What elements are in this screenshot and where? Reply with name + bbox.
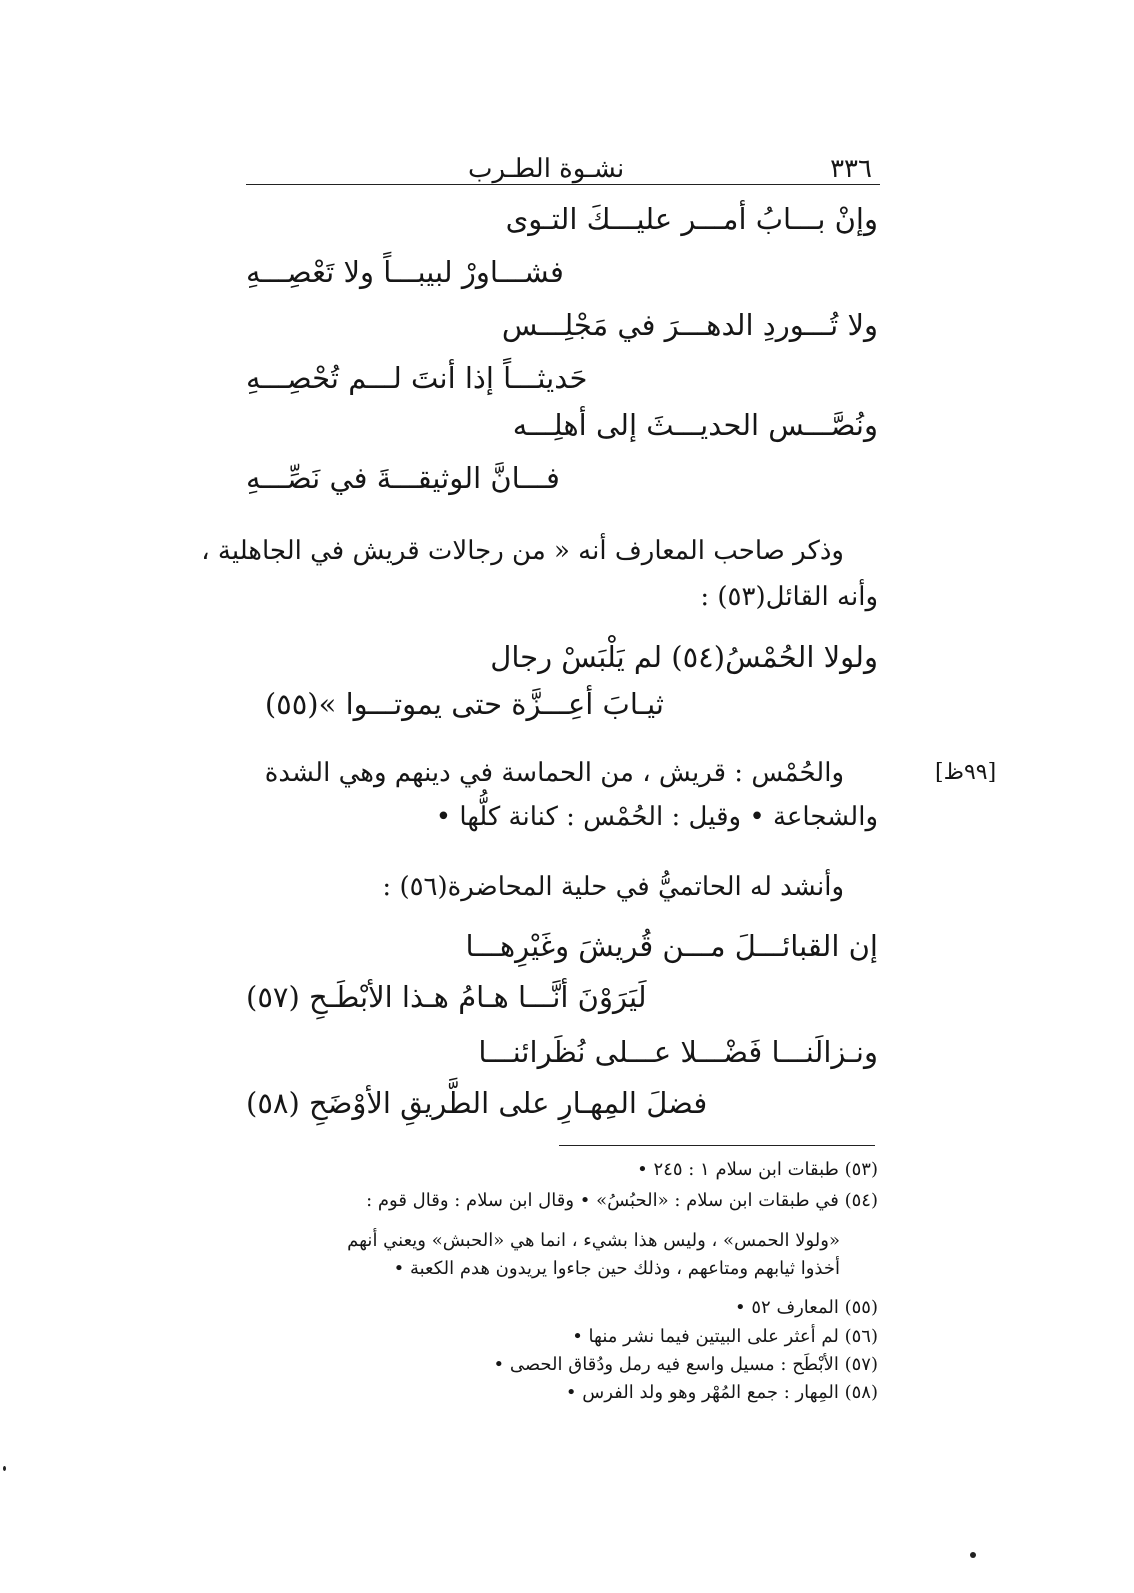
paragraph-line: وأنشد له الحاتميُّ في حلية المحاضرة(٥٦) : [382,872,844,902]
footnote-number: (٥٣) [844,1159,878,1180]
footnote-entry [637,1161,878,1179]
paragraph-line: وذكر صاحب المعارف أنه « من رجالات قريش في الجاهلية ، [201,536,844,566]
scan-speck [970,1552,976,1558]
verse-line: ونـزالَنـــا فَضْـــلا عـــلى نُظَرائنـــا [478,1035,878,1069]
footnote-entry [366,1192,878,1210]
footnote-entry [566,1384,878,1402]
verse-line: ولولا الحُمْسُ(٥٤) لم يَلْبَسْ رجال [490,640,878,674]
page-header [246,150,880,184]
footnote-number: (٥٨) [844,1382,878,1403]
verse-line: حَديثـــاً إذا أنتَ لـــم تُحْصِـــهِ [246,361,588,395]
paragraph-line: وأنه القائل(٥٣) : [700,582,878,612]
margin-folio-reference: [٩٩ظ] [935,760,997,785]
footnote-continuation: أخذوا ثيابهم ومتاعهم ، وذلك حين جاءوا يريدون هدم الكعبة • [393,1258,840,1279]
footnote-number: (٥٥) [844,1297,878,1318]
footnote-entry [493,1356,878,1374]
verse-line: ثيـابَ أعِـــزَّة حتى يموتـــوا »(٥٥) [264,687,664,721]
footnote-text: الأبْطَح : مسيل واسع فيه رمل ودُقاق الحصى • [493,1354,839,1375]
footnote-number: (٥٧) [844,1354,878,1375]
verse-line: لَيَرَوْنَ أنَّـــا هـامُ هـذا الأبْطَـحِ (٥٧) [246,980,647,1014]
page-number: ٣٣٦ [830,154,872,184]
footnote-text: المعارف ٥٢ • [735,1297,839,1318]
verse-line: ونُصَّـــس الحديـــثَ إلى أهلِـــه [512,408,878,442]
footnote-text: المِهار : جمع المُهْر وهو ولد الفرس • [565,1382,839,1403]
verse-line: فشـــاورْ لبيبـــاً ولا تَعْصِـــهِ [246,255,564,289]
footnote-continuation: «ولولا الحمس» ، وليس هذا بشيء ، انما هي «الحبش» ويعني أنهم [347,1230,840,1251]
running-title: نشـوة الطـرب [468,154,625,184]
footnote-entry [572,1328,878,1346]
footnote-number: (٥٦) [844,1326,878,1347]
verse-line: إن القبائـــلَ مـــن قُريشَ وغَيْرِهـــا [465,929,878,963]
paragraph-line: والحُمْس : قريش ، من الحماسة في دينهم وهي الشدة [264,758,844,788]
verse-line: وإنْ بـــابُ أمـــر عليـــكَ التـوى [505,202,878,236]
footnote-text: لم أعثر على البيتين فيما نشر منها • [572,1326,839,1347]
verse-line: فـــانَّ الوثيقـــةَ في نَصِّـــهِ [246,461,560,495]
header-rule [246,184,880,185]
verse-line: فضلَ المِهـارِ على الطَّريقِ الأوْضَحِ (٥٨) [246,1086,708,1120]
scan-speck [3,1466,6,1471]
verse-line: ولا تُـــوردِ الدهـــرَ في مَجْلِـــس [501,308,878,342]
footnote-text: طبقات ابن سلام ١ : ٢٤٥ • [637,1159,839,1180]
footnote-rule [559,1145,875,1146]
paragraph-line: والشجاعة • وقيل : الحُمْس : كنانة كلُّها • [435,802,878,832]
footnote-number: (٥٤) [844,1190,878,1211]
footnote-entry [735,1299,878,1317]
footnote-text: في طبقات ابن سلام : «الحبُسُ» • وقال ابن سلام : وقال قوم : [366,1190,839,1211]
